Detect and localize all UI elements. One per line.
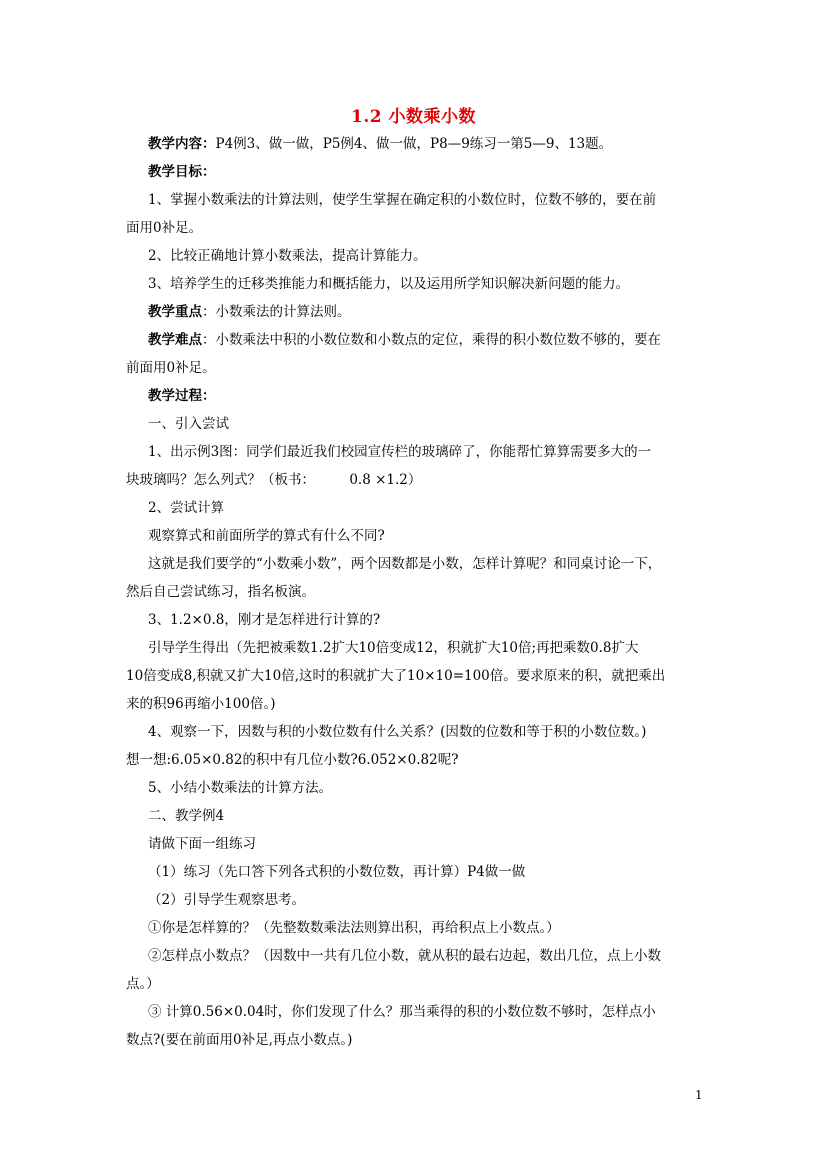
step-2-line-c: 然后自己尝试练习，指名板演。: [126, 584, 315, 600]
teaching-content-text: P4例3、做一做，P5例4、做一做，P8—9练习一第5—9、13题。: [215, 136, 613, 152]
teaching-process-label: 教学过程：: [148, 388, 216, 404]
teaching-goals-label: 教学目标：: [148, 164, 216, 180]
key-point-text: ：小数乘法的计算法则。: [202, 304, 351, 320]
page-number: 1: [695, 1088, 703, 1102]
question-2-line-b: 点。）: [126, 976, 160, 992]
goal-3: 3、培养学生的迁移类推能力和概括能力，以及运用所学知识解决新问题的能力。: [148, 276, 630, 292]
page-title: 1.2 小数乘小数: [351, 107, 476, 127]
section-1-heading: 一、引入尝试: [148, 416, 229, 432]
difficulty-line-a: [148, 331, 661, 349]
teaching-content-label: 教学内容：: [148, 136, 216, 152]
step-3-line-a: 引导学生得出（先把被乘数1.2扩大10倍变成12，积就扩大10倍;再把乘数0.8扩大: [148, 640, 639, 656]
step-2-line-a: 观察算式和前面所学的算式有什么不同?: [148, 528, 385, 544]
question-3-line-b: 数点?(要在前面用0补足,再点小数点。): [126, 1032, 353, 1048]
difficulty-text-a: ：小数乘法中积的小数位数和小数点的定位，乘得的积小数位数不够的，要在: [202, 332, 661, 348]
step-3-heading: 3、1.2×0.8，刚才是怎样进行计算的?: [148, 612, 381, 628]
difficulty-line-b: 前面用0补足。: [126, 360, 216, 376]
goal-2: 2、比较正确地计算小数乘法，提高计算能力。: [148, 248, 427, 264]
question-3-line-a: ③ 计算0.56×0.04时，你们发现了什么？那当乘得的积的小数位数不够时，怎样点小: [148, 1004, 656, 1020]
key-point-line: [148, 303, 351, 321]
step-2-heading: 2、尝试计算: [148, 500, 225, 516]
step-1-line-b: 块玻璃吗？怎么列式？（板书： 0.8 ×1.2）: [126, 472, 422, 488]
question-2-line-a: ②怎样点小数点？（因数中一共有几位小数，就从积的最右边起，数出几位，点上小数: [148, 948, 661, 964]
section-2-item-1: （1）练习（先口答下列各式积的小数位数，再计算）P4做一做: [148, 864, 526, 880]
step-1-line-a: 1、出示例3图：同学们最近我们校园宣传栏的玻璃碎了，你能帮忙算算需要多大的一: [148, 444, 652, 460]
step-4-line-b: 想一想:6.05×0.82的积中有几位小数?6.052×0.82呢?: [126, 752, 459, 768]
section-2-item-2: （2）引导学生观察思考。: [148, 892, 306, 908]
step-3-line-b: 10倍变成8,积就又扩大10倍,这时的积就扩大了10×10=100倍。要求原来的积，就把乘出: [126, 668, 666, 684]
goal-1-line-a: 1、掌握小数乘法的计算法则，使学生掌握在确定积的小数位时，位数不够的，要在前: [148, 192, 657, 208]
teaching-content-line: [148, 135, 612, 153]
question-1: ①你是怎样算的？（先整数数乘法法则算出积，再给积点上小数点。）: [148, 920, 560, 936]
step-5: 5、小结小数乘法的计算方法。: [148, 780, 333, 796]
difficulty-label: 教学难点: [148, 332, 202, 348]
step-3-line-c: 来的积96再缩小100倍。): [126, 696, 276, 712]
section-2-heading: 二、教学例4: [148, 808, 225, 824]
section-2-intro: 请做下面一组练习: [148, 836, 256, 852]
step-2-line-b: 这就是我们要学的“小数乘小数”，两个因数都是小数，怎样计算呢？和同桌讨论一下，: [148, 556, 662, 572]
step-4-line-a: 4、观察一下，因数与积的小数位数有什么关系？(因数的位数和等于积的小数位数。): [148, 724, 647, 740]
goal-1-line-b: 面用0补足。: [126, 220, 203, 236]
key-point-label: 教学重点: [148, 304, 202, 320]
